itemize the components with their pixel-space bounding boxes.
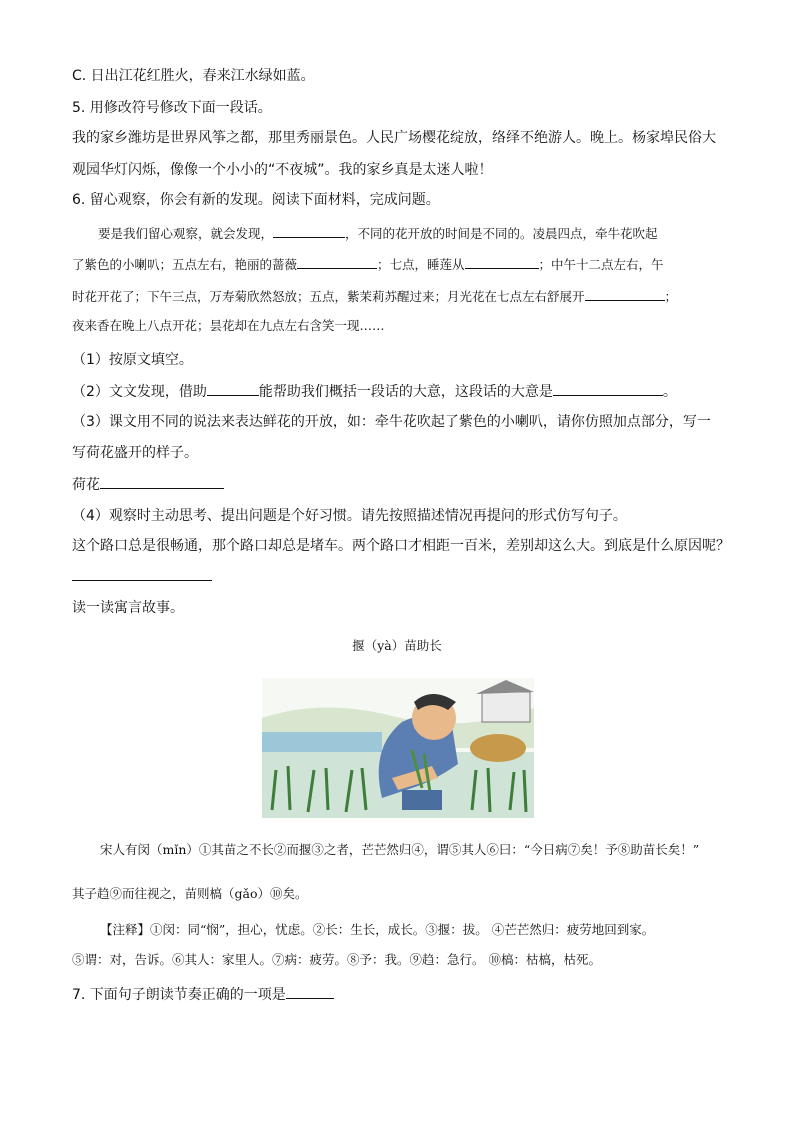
passage-line-3: 时花开花了；下午三点，万寿菊欣然怒放；五点，紫茉莉苏醒过来；月光花在七点左右舒展开 ； [72,286,677,307]
question-6: 6. 留心观察，你会有新的发现。阅读下面材料，完成问题。 [72,192,440,208]
answer-blank[interactable] [100,474,224,489]
lotus-answer-line: 荷花 [72,474,224,495]
answer-blank[interactable] [297,254,377,269]
farmer-pulling-seedlings-image [262,678,534,818]
fable-text-1: 宋人有闵（mǐn）①其苗之不长②而揠③之者，芒芒然归④，谓⑤其人⑥曰：“今日病⑦矣！予⑧助苗长矣！” [100,842,700,857]
answer-blank[interactable] [207,381,259,396]
subquestion-3: （3）课文用不同的说法来表达鲜花的开放，如：牵牛花吹起了紫色的小喇叭，请你仿照加点部分，写一 [72,414,711,430]
answer-blank[interactable] [465,254,539,269]
read-fable-heading: 读一读寓言故事。 [72,600,184,616]
notes-line-2: ⑤谓：对，告诉。⑥其人：家里人。⑦病：疲劳。⑧予：我。⑨趋：急行。 ⑩槁：枯槁，枯死。 [72,952,601,967]
answer-blank[interactable] [553,381,663,396]
question-5: 5. 用修改符号修改下面一段话。 [72,100,272,116]
example-sentence: 这个路口总是很畅通，那个路口却总是堵车。两个路口才相距一百米，差别却这么大。到底是什么原因呢？ [72,538,730,554]
subquestion-4: （4）观察时主动思考、提出问题是个好习惯。请先按照描述情况再提问的形式仿写句子。 [72,508,627,524]
paragraph-line: 我的家乡潍坊是世界风筝之都，那里秀丽景色。人民广场樱花绽放，络绎不绝游人。晚上。杨家埠民俗大 [72,130,716,146]
subquestion-3-cont: 写荷花盛开的样子。 [72,445,198,461]
paragraph-line: 观园华灯闪烁，像像一个小小的“不夜城”。我的家乡真是太迷人啦！ [72,162,493,178]
passage-line-1: 要是我们留心观察，就会发现， ，不同的花开放的时间是不同的。凌晨四点，牵牛花吹起 [98,223,658,244]
answer-blank[interactable] [286,984,334,999]
passage-line-4: 夜来香在晚上八点开花；昙花却在九点左右含笑一现…… [72,318,385,333]
answer-line [72,566,212,587]
answer-blank[interactable] [72,566,212,581]
fable-text-2: 其子趋⑨而往视之，苗则槁（gǎo）⑩矣。 [72,886,308,901]
option-c: C. 日出江花红胜火，春来江水绿如蓝。 [72,68,315,84]
answer-blank[interactable] [273,223,345,238]
passage-line-2: 了紫色的小喇叭；五点左右，艳丽的蔷薇 ；七点，睡莲从 ；中午十二点左右，午 [72,254,664,275]
fable-illustration [262,678,534,818]
subquestion-1: （1）按原文填空。 [72,352,193,368]
fable-title: 揠（yà）苗助长 [352,638,442,653]
subquestion-2: （2）文文发现，借助 能帮助我们概括一段话的大意，这段话的大意是 。 [72,381,677,402]
notes-line-1: 【注释】①闵：同“悯”，担心，忧虑。②长：生长，成长。③揠：拔。 ④芒芒然归：疲劳地回到家。 [100,922,655,937]
answer-blank[interactable] [585,286,665,301]
question-7: 7. 下面句子朗读节奏正确的一项是 [72,984,334,1005]
